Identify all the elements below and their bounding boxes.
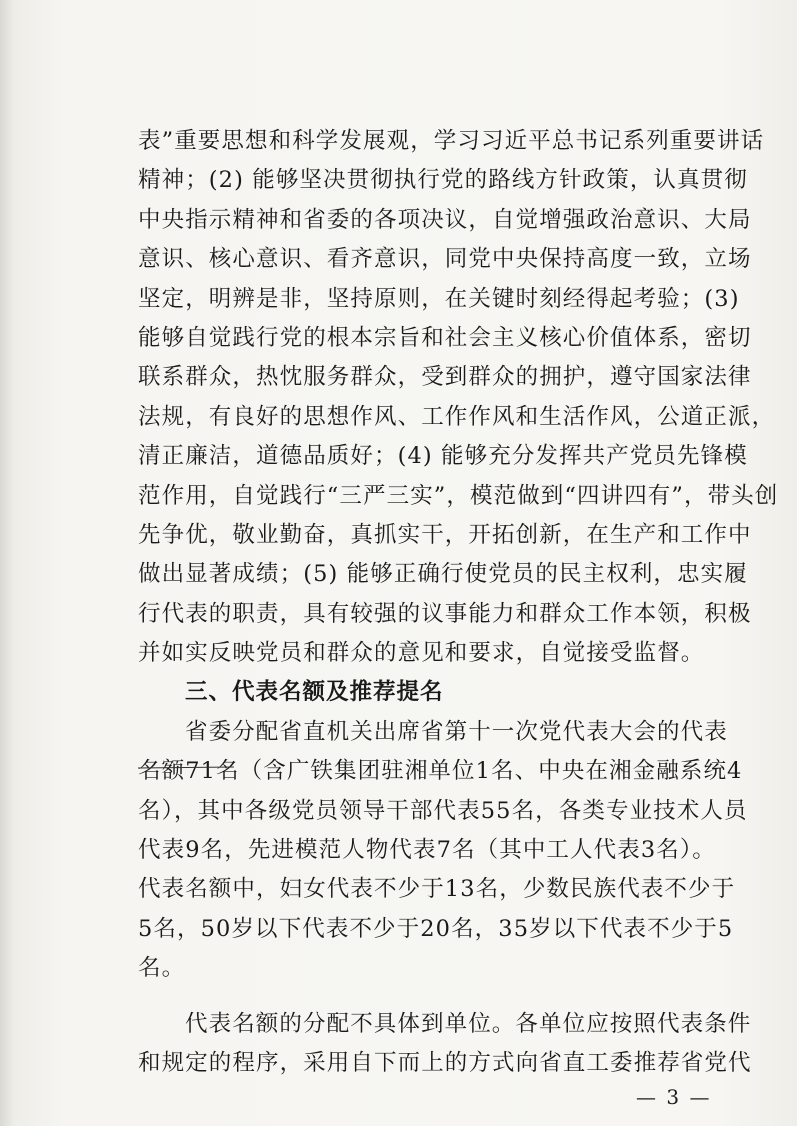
text-line: 代表9名，先进模范人物代表7名（其中工人代表3名）。 bbox=[138, 837, 716, 864]
text-line: 代表名额中，妇女代表不少于13名，少数民族代表不少于 bbox=[138, 876, 736, 903]
text-line: 行代表的职责，具有较强的议事能力和群众工作本领，积极 bbox=[138, 600, 752, 627]
text-line: 先争优，敬业勤奋，真抓实干，开拓创新，在生产和工作中 bbox=[138, 521, 752, 548]
page-fold-shadow bbox=[0, 0, 14, 1126]
page-number: — 3 — bbox=[636, 1085, 712, 1109]
text-line: 和规定的程序，采用自下而上的方式向省直工委推荐省党代 bbox=[138, 1049, 752, 1076]
text-line: 意识、核心意识、看齐意识，同党中央保持高度一致，立场 bbox=[138, 246, 752, 273]
text-line: 坚定，明辨是非，坚持原则，在关键时刻经得起考验；(3) bbox=[138, 285, 740, 312]
text-line: 并如实反映党员和群众的意见和要求，自觉接受监督。 bbox=[138, 640, 705, 667]
text-line: 法规，有良好的思想作风、工作作风和生活作风，公道正派， bbox=[138, 403, 776, 430]
text-line: 能够自觉践行党的根本宗旨和社会主义核心价值体系，密切 bbox=[138, 324, 752, 351]
text-line: 代表名额的分配不具体到单位。各单位应按照代表条件 bbox=[185, 1010, 752, 1037]
text-line: 清正廉洁，道德品质好；(4) 能够充分发挥共产党员先锋模 bbox=[138, 443, 748, 470]
section-heading: 三、代表名额及推荐提名 bbox=[185, 679, 444, 706]
text-line: 名），其中各级党员领导干部代表55名，各类专业技术人员 bbox=[138, 797, 748, 824]
document-body bbox=[138, 122, 779, 1083]
text-line: 表”重要思想和科学发展观，学习习近平总书记系列重要讲话 bbox=[138, 128, 765, 154]
text-line: 范作用，自觉践行“三严三实”，模范做到“四讲四有”，带头创 bbox=[138, 482, 779, 509]
text-line: 做出显著成绩；(5) 能够正确行使党员的民主权利，忠实履 bbox=[138, 561, 748, 588]
text-line: 名。 bbox=[138, 955, 186, 982]
text-line: 精神；(2) 能够坚决贯彻执行党的路线方针政策，认真贯彻 bbox=[138, 167, 748, 194]
text-line: 联系群众，热忱服务群众，受到群众的拥护，遵守国家法律 bbox=[138, 364, 752, 391]
paragraph-gap bbox=[138, 989, 720, 1005]
text-line: 中央指示精神和省委的各项决议，自觉增强政治意识、大局 bbox=[138, 206, 752, 233]
text-line: 名额71名（含广铁集团驻湘单位1名、中央在湘金融系统4 bbox=[138, 758, 743, 785]
text-line: 省委分配省直机关出席省第十一次党代表大会的代表 bbox=[185, 718, 728, 745]
text-line: 5名，50岁以下代表不少于20名，35岁以下代表不少于5 bbox=[138, 915, 734, 942]
